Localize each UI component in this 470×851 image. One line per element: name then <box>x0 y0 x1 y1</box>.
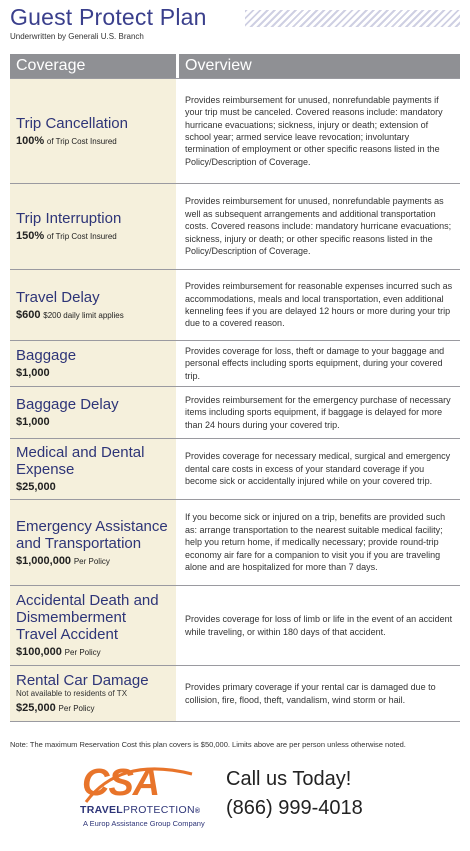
table-body <box>10 78 460 722</box>
coverage-cell <box>10 500 176 585</box>
coverage-name: Medical and Dental Expense <box>16 444 145 478</box>
table-row <box>10 270 460 341</box>
coverage-cell <box>10 184 176 269</box>
coverage-amount: $1,000,000 Per Policy <box>16 554 110 567</box>
cta-heading: Call us Today! <box>226 768 352 790</box>
overview-cell: Provides coverage for loss, theft or damage to your baggage and personal effects including sports equipment, during your covered trip. <box>185 345 445 381</box>
overview-cell: Provides coverage for loss of limb or life in the event of an accident while traveling, or within 180 days of that accident. <box>185 614 453 637</box>
coverage-name: Baggage <box>16 347 77 364</box>
column-header-coverage: Coverage <box>10 54 176 78</box>
coverage-cell <box>10 439 176 499</box>
coverage-name: Emergency Assistance and Transportation <box>16 517 168 552</box>
overview-cell: Provides primary coverage if your rental car is damaged due to collision, fire, flood, theft, vandalism, wind storm or hail. <box>185 682 436 705</box>
coverage-amount: $1,000 <box>16 367 50 379</box>
table-row <box>10 586 460 666</box>
coverage-name: Trip Interruption <box>16 210 122 227</box>
table-row <box>10 184 460 270</box>
phone-number[interactable]: (866) 999-4018 <box>226 797 363 819</box>
table-row <box>10 78 460 184</box>
overview-cell: Provides reimbursement for unused, nonrefundable payments as well as subsequent arrangements and additional transportation costs. Covered reasons include: mandatory hurricane evacuations; sickness, injury or death; or other specific reasons listed in the Policy/Description of Coverage. <box>185 196 452 257</box>
coverage-note: Not available to residents of TX <box>16 689 128 698</box>
footnote: Note: The maximum Reservation Cost this plan covers is $50,000. Limits above are per person unless otherwise noted. <box>10 740 406 749</box>
logo-wordmark: CSA <box>82 762 160 804</box>
coverage-amount: $25,000 Per Policy <box>16 702 95 714</box>
coverage-cell <box>10 79 176 183</box>
decorative-hatch <box>245 10 460 27</box>
coverage-amount: $1,000 <box>16 416 50 428</box>
logo-tagline: TRAVELPROTECTION® <box>80 804 201 816</box>
column-header-overview: Overview <box>179 54 460 78</box>
coverage-amount: 150% of Trip Cost Insured <box>16 230 117 242</box>
coverage-name: Trip Cancellation <box>16 114 128 132</box>
logo-company-line: A Europ Assistance Group Company <box>83 819 205 828</box>
coverage-amount: $100,000 Per Policy <box>16 646 101 658</box>
coverage-cell <box>10 586 176 665</box>
overview-cell: Provides reimbursement for unused, nonrefundable payments if your trip must be canceled. Covered reasons include: mandatory hurricane evacuations; sickness, injury or death; extension of school year; armed service leave revocation; involuntary termination of employment or other specific reasons listed in the Policy/Description of Coverage. <box>185 94 443 167</box>
table-row <box>10 387 460 439</box>
coverage-name: Baggage Delay <box>16 396 119 413</box>
table-row <box>10 500 460 586</box>
coverage-table <box>10 54 460 722</box>
overview-cell: Provides reimbursement for the emergency purchase of necessary items including sports equipment, if baggage is delayed for more than 24 hours during your covered trip. <box>185 394 451 430</box>
table-row <box>10 439 460 500</box>
call-to-action <box>226 768 363 820</box>
overview-cell: If you become sick or injured on a trip, benefits are provided such as: arrange transportation to the nearest suitable medical facility; help you return home, if medically necessary; provide round-trip economy air fare for a companion to visit you if you are traveling alone and are hospitalized for more than 7 days. <box>185 512 446 573</box>
coverage-cell <box>10 666 176 721</box>
table-header <box>10 54 460 78</box>
coverage-cell <box>10 341 176 386</box>
overview-cell: Provides reimbursement for reasonable expenses incurred such as accommodations, meals and local transportation, even additional kenneling fees if you are delayed 12 hours or more during your trip due to a covered reason. <box>185 281 453 329</box>
page-subtitle: Underwritten by Generali U.S. Branch <box>10 32 144 41</box>
table-row <box>10 666 460 722</box>
overview-cell: Provides coverage for necessary medical, surgical and emergency dental care costs in excess of your standard coverage if you become sick or accidentally injured while on your covered trip. <box>185 451 451 487</box>
coverage-cell <box>10 387 176 438</box>
coverage-name: Rental Car Damage <box>16 672 149 689</box>
coverage-cell <box>10 270 176 340</box>
coverage-amount: $25,000 <box>16 481 56 493</box>
page-header <box>10 4 460 46</box>
page-title: Guest Protect Plan <box>10 4 207 30</box>
coverage-name: Travel Delay <box>16 288 100 306</box>
table-row <box>10 341 460 387</box>
coverage-name: Accidental Death and Dismemberment Travel Accident <box>16 592 159 643</box>
coverage-amount: 100% of Trip Cost Insured <box>16 134 117 147</box>
csa-logo <box>80 762 220 832</box>
coverage-amount: $600 $200 daily limit applies <box>16 308 124 321</box>
